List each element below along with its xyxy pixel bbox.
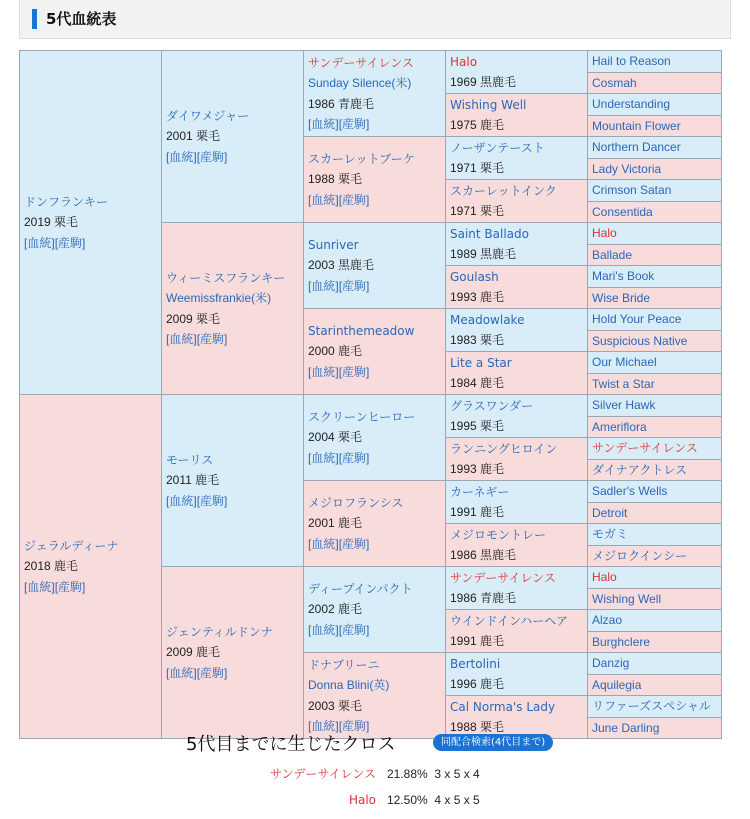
horse-name-link[interactable]: ウインドインハーヘア (450, 613, 568, 628)
pedigree-cell (304, 481, 446, 567)
pedigree-cell-gen5 (588, 502, 722, 524)
pedigree-cell-gen5 (588, 287, 722, 309)
blood-link[interactable]: 血統 (169, 665, 194, 680)
pedigree-links: [血統][産駒] (166, 665, 228, 680)
horse-birth-coat: 1983 栗毛 (450, 333, 505, 347)
cross-row (0, 765, 750, 783)
pedigree-links: [血統][産駒] (308, 450, 370, 465)
horse-name-link[interactable]: リファーズスペシャル (592, 699, 711, 713)
pedigree-cell-gen5 (588, 631, 722, 653)
horse-birth-coat: 2009 栗毛 (166, 311, 221, 326)
horse-name-link[interactable]: モーリス (166, 452, 214, 467)
horse-name-link[interactable]: Starinthemeadow (308, 323, 415, 338)
horse-name-link[interactable]: メジロフランシス (308, 495, 404, 510)
horse-birth-coat: 2002 鹿毛 (308, 602, 363, 617)
pedigree-links: [血統][産駒] (308, 622, 370, 637)
pedigree-table (19, 50, 722, 739)
horse-name-link[interactable]: Suspicious Native (592, 333, 688, 348)
pedigree-cell-gen5 (588, 94, 722, 116)
horse-birth-coat: 1988 栗毛 (308, 172, 363, 187)
horse-name-link[interactable]: Goulash (450, 269, 499, 284)
pedigree-cell (162, 51, 304, 223)
horse-birth-coat: 2003 栗毛 (308, 698, 363, 713)
horse-name-link[interactable]: Wishing Well (592, 591, 662, 606)
horse-name-link[interactable]: サンデーサイレンス (308, 55, 414, 70)
cross-percent-gen: 12.50% 4 x 5 x 5 (387, 793, 480, 807)
pedigree-cell-gen5 (588, 309, 722, 331)
pedigree-cell-gen5 (588, 459, 722, 481)
pedigree-links: [血統][産駒] (308, 117, 370, 131)
pedigree-cell-gen5 (588, 244, 722, 266)
horse-name-link[interactable]: Halo (592, 570, 617, 584)
horse-name-link[interactable]: ノーザンテースト (450, 140, 545, 155)
offspring-link[interactable]: 産駒 (58, 579, 83, 594)
horse-foreign-name: Sunday Silence(米) (308, 76, 412, 90)
horse-name-link[interactable]: サンデーサイレンス (592, 441, 698, 455)
blood-link[interactable]: 血統 (311, 450, 336, 465)
blood-link[interactable]: 血統 (169, 493, 194, 508)
pedigree-links: [血統][産駒] (24, 579, 86, 594)
horse-name-link[interactable]: Hail to Reason (592, 54, 671, 68)
horse-name-link[interactable]: サンデーサイレンス (450, 570, 556, 585)
pedigree-cell-gen5 (588, 610, 722, 632)
offspring-link[interactable]: 産駒 (342, 192, 367, 207)
same-breeding-search-button[interactable]: 同配合検索(4代目まで) (433, 734, 553, 751)
blood-link[interactable]: 血統 (311, 364, 336, 379)
pedigree-cell-gen5 (588, 696, 722, 718)
pedigree-cell-gen4 (446, 180, 588, 223)
horse-name-link[interactable]: メジロモントレー (450, 527, 547, 542)
pedigree-cell-gen5 (588, 72, 722, 94)
offspring-link[interactable]: 産駒 (342, 364, 367, 379)
pedigree-links: [血統][産駒] (166, 149, 228, 164)
header-accent-bar (32, 9, 37, 29)
blood-link[interactable]: 血統 (311, 278, 336, 293)
horse-birth-coat: 2001 鹿毛 (308, 516, 363, 531)
offspring-link[interactable]: 産駒 (200, 493, 225, 508)
horse-foreign-name: Donna Blini(英) (308, 678, 390, 692)
blood-link[interactable]: 血統 (27, 235, 52, 250)
pedigree-cell-gen4 (446, 94, 588, 137)
cross-row (0, 791, 750, 809)
blood-link[interactable]: 血統 (169, 332, 194, 346)
pedigree-links: [血統][産駒] (308, 536, 370, 551)
pedigree-cell (304, 653, 446, 739)
horse-name-link[interactable]: モガミ (592, 527, 629, 541)
horse-birth-coat: 1993 鹿毛 (450, 462, 505, 476)
horse-name-link[interactable]: Mari's Book (592, 269, 655, 283)
pedigree-cell-gen4 (446, 438, 588, 481)
pedigree-cell-gen5 (588, 416, 722, 438)
pedigree-links: [血統][産駒] (166, 493, 228, 508)
horse-name-link[interactable]: メジロクインシー (592, 548, 688, 563)
horse-name-link[interactable]: Ameriflora (592, 419, 647, 434)
horse-name-link[interactable]: Northern Dancer (592, 140, 681, 154)
pedigree-cell (304, 51, 446, 137)
horse-birth-coat: 1975 鹿毛 (450, 118, 505, 132)
pedigree-cell (162, 395, 304, 567)
pedigree-cell-gen4 (446, 395, 588, 438)
blood-link[interactable]: 血統 (27, 579, 52, 594)
offspring-link[interactable]: 産駒 (200, 665, 225, 680)
horse-name-link[interactable]: ダイワメジャー (166, 108, 250, 123)
horse-birth-coat: 2001 栗毛 (166, 129, 221, 144)
horse-name-link[interactable]: ドナブリーニ (308, 657, 380, 672)
horse-birth-coat: 1993 鹿毛 (450, 290, 505, 304)
offspring-link[interactable]: 産駒 (342, 719, 367, 733)
pedigree-cell-gen4 (446, 481, 588, 524)
offspring-link[interactable]: 産駒 (342, 450, 367, 465)
pedigree-cell-gen5 (588, 373, 722, 395)
pedigree-links: [血統][産駒] (166, 332, 228, 346)
horse-name-link[interactable]: ディープインパクト (308, 581, 413, 596)
horse-name-link[interactable]: June Darling (592, 720, 660, 735)
horse-birth-coat: 1971 栗毛 (450, 161, 505, 175)
pedigree-cell-gen4 (446, 352, 588, 395)
horse-name-link[interactable]: ダイナアクトレス (592, 462, 688, 477)
horse-name-link[interactable]: Halo (450, 54, 478, 69)
horse-birth-coat: 2011 鹿毛 (166, 473, 220, 488)
horse-birth-coat: 2004 栗毛 (308, 430, 363, 445)
pedigree-cell (304, 567, 446, 653)
horse-name-link[interactable]: Halo (592, 226, 617, 240)
horse-birth-coat: 1995 栗毛 (450, 419, 505, 433)
horse-birth-coat: 2003 黒鹿毛 (308, 258, 375, 273)
blood-link[interactable]: 血統 (169, 149, 194, 164)
pedigree-cell-gen4 (446, 653, 588, 696)
horse-name-link[interactable]: ジェンティルドンナ (166, 624, 273, 639)
horse-birth-coat: 1991 鹿毛 (450, 634, 505, 648)
pedigree-cell-gen5 (588, 223, 722, 245)
blood-link[interactable]: 血統 (311, 719, 336, 733)
pedigree-cell-gen5 (588, 653, 722, 675)
pedigree-cell-gen4 (446, 223, 588, 266)
pedigree-cell-gen5 (588, 567, 722, 589)
pedigree-cell (304, 395, 446, 481)
pedigree-cell (162, 223, 304, 395)
pedigree-links: [血統][産駒] (24, 235, 86, 250)
horse-name-link[interactable]: Saint Ballado (450, 226, 529, 241)
section-header (19, 0, 731, 39)
pedigree-cell-gen5 (588, 158, 722, 180)
pedigree-cell-gen5 (588, 481, 722, 503)
blood-link[interactable]: 血統 (311, 622, 336, 637)
horse-birth-coat: 1991 鹿毛 (450, 505, 505, 519)
pedigree-cell-gen4 (446, 51, 588, 94)
pedigree-cell-gen4 (446, 137, 588, 180)
pedigree-cell-gen4 (446, 696, 588, 739)
horse-name-link[interactable]: Detroit (592, 505, 628, 520)
horse-birth-coat: 2019 栗毛 (24, 215, 79, 230)
pedigree-cell (304, 309, 446, 395)
horse-name-link[interactable]: Silver Hawk (592, 398, 656, 412)
pedigree-cell-gen4 (446, 266, 588, 309)
pedigree-cell-gen4 (446, 524, 588, 567)
horse-name-link[interactable]: グラスワンダー (450, 398, 534, 413)
horse-foreign-name: Weemissfrankie(米) (166, 291, 272, 305)
pedigree-cell-gen5 (588, 545, 722, 567)
pedigree-cell (20, 51, 162, 395)
pedigree-cell-gen5 (588, 717, 722, 739)
horse-name-link[interactable]: Sunriver (308, 237, 359, 252)
horse-birth-coat: 1996 鹿毛 (450, 677, 505, 691)
horse-birth-coat: 1986 黒鹿毛 (450, 548, 517, 562)
pedigree-cell-gen5 (588, 180, 722, 202)
horse-name-link[interactable]: Cosmah (592, 75, 637, 90)
pedigree-cell-gen5 (588, 674, 722, 696)
horse-birth-coat: 1989 黒鹿毛 (450, 247, 517, 261)
horse-birth-coat: 1971 栗毛 (450, 204, 505, 218)
horse-name-link[interactable]: Consentida (592, 204, 653, 219)
blood-link[interactable]: 血統 (311, 117, 336, 131)
horse-name-link[interactable]: スクリーンヒーロー (308, 409, 416, 424)
horse-name-link[interactable]: ランニングヒロイン (450, 441, 558, 456)
offspring-link[interactable]: 産駒 (342, 278, 367, 293)
horse-name-link[interactable]: Hold Your Peace (592, 312, 682, 326)
horse-name-link[interactable]: Crimson Satan (592, 183, 672, 197)
cross-horse-name[interactable]: Halo (348, 793, 376, 807)
horse-name-link[interactable]: Ballade (592, 247, 633, 262)
horse-name-link[interactable]: ドンフランキー (24, 194, 109, 209)
pedigree-cell-gen5 (588, 588, 722, 610)
pedigree-cell-gen5 (588, 352, 722, 374)
horse-name-link[interactable]: スカーレットインク (450, 183, 557, 198)
horse-name-link[interactable]: Wishing Well (450, 97, 527, 112)
pedigree-cell-gen4 (446, 610, 588, 653)
horse-name-link[interactable]: Cal Norma's Lady (450, 699, 556, 714)
pedigree-links: [血統][産駒] (308, 278, 370, 293)
pedigree-cell-gen5 (588, 330, 722, 352)
horse-birth-coat: 1986 青鹿毛 (308, 96, 375, 111)
blood-link[interactable]: 血統 (311, 536, 336, 551)
horse-name-link[interactable]: Twist a Star (592, 376, 655, 391)
horse-birth-coat: 2018 鹿毛 (24, 559, 79, 574)
horse-name-link[interactable]: ジェラルディーナ (24, 538, 119, 553)
pedigree-links: [血統][産駒] (308, 192, 370, 207)
pedigree-cell-gen5 (588, 395, 722, 417)
horse-name-link[interactable]: Mountain Flower (592, 118, 681, 133)
offspring-link[interactable]: 産駒 (342, 622, 367, 637)
pedigree-cell-gen5 (588, 115, 722, 137)
pedigree-cell-gen5 (588, 137, 722, 159)
horse-birth-coat: 1988 栗毛 (450, 720, 505, 734)
horse-name-link[interactable]: Our Michael (592, 355, 657, 369)
offspring-link[interactable]: 産駒 (342, 536, 367, 551)
pedigree-cell-gen5 (588, 266, 722, 288)
section-title: 5代血統表 (46, 10, 117, 28)
horse-name-link[interactable]: Burghclere (592, 634, 651, 649)
horse-name-link[interactable]: Lady Victoria (592, 161, 662, 176)
pedigree-cell (304, 137, 446, 223)
offspring-link[interactable]: 産駒 (58, 235, 83, 250)
pedigree-cell (20, 395, 162, 739)
horse-name-link[interactable]: Aquilegia (592, 677, 642, 692)
offspring-link[interactable]: 産駒 (342, 117, 367, 131)
horse-birth-coat: 2000 鹿毛 (308, 344, 363, 359)
cross-title: 5代目までに生じたクロス (186, 734, 396, 755)
cross-percent-gen: 21.88% 3 x 5 x 4 (387, 767, 480, 781)
horse-name-link[interactable]: Danzig (592, 656, 630, 670)
pedigree-cell-gen5 (588, 201, 722, 223)
horse-name-link[interactable]: Meadowlake (450, 312, 525, 327)
horse-birth-coat: 1969 黒鹿毛 (450, 75, 517, 89)
pedigree-cell-gen4 (446, 567, 588, 610)
pedigree-cell-gen4 (446, 309, 588, 352)
offspring-link[interactable]: 産駒 (200, 149, 225, 164)
cross-horse-name[interactable]: サンデーサイレンス (270, 767, 376, 781)
horse-birth-coat: 1984 鹿毛 (450, 376, 505, 390)
horse-name-link[interactable]: Wise Bride (592, 290, 651, 305)
horse-birth-coat: 1986 青鹿毛 (450, 591, 517, 605)
horse-name-link[interactable]: Bertolini (450, 656, 501, 671)
horse-name-link[interactable]: Understanding (592, 97, 671, 111)
pedigree-cell-gen5 (588, 51, 722, 73)
pedigree-links: [血統][産駒] (308, 719, 370, 733)
horse-name-link[interactable]: スカーレットブーケ (308, 151, 415, 166)
pedigree-links: [血統][産駒] (308, 364, 370, 379)
pedigree-cell-gen5 (588, 438, 722, 460)
pedigree-cell-gen5 (588, 524, 722, 546)
horse-name-link[interactable]: Alzao (592, 613, 623, 627)
horse-name-link[interactable]: Lite a Star (450, 355, 512, 370)
horse-name-link[interactable]: ウィーミスフランキー (166, 270, 286, 285)
horse-name-link[interactable]: カーネギー (450, 484, 510, 499)
offspring-link[interactable]: 産駒 (200, 332, 225, 346)
horse-name-link[interactable]: Sadler's Wells (592, 484, 668, 498)
blood-link[interactable]: 血統 (311, 192, 336, 207)
horse-birth-coat: 2009 鹿毛 (166, 645, 221, 660)
pedigree-cell (304, 223, 446, 309)
pedigree-cell (162, 567, 304, 739)
